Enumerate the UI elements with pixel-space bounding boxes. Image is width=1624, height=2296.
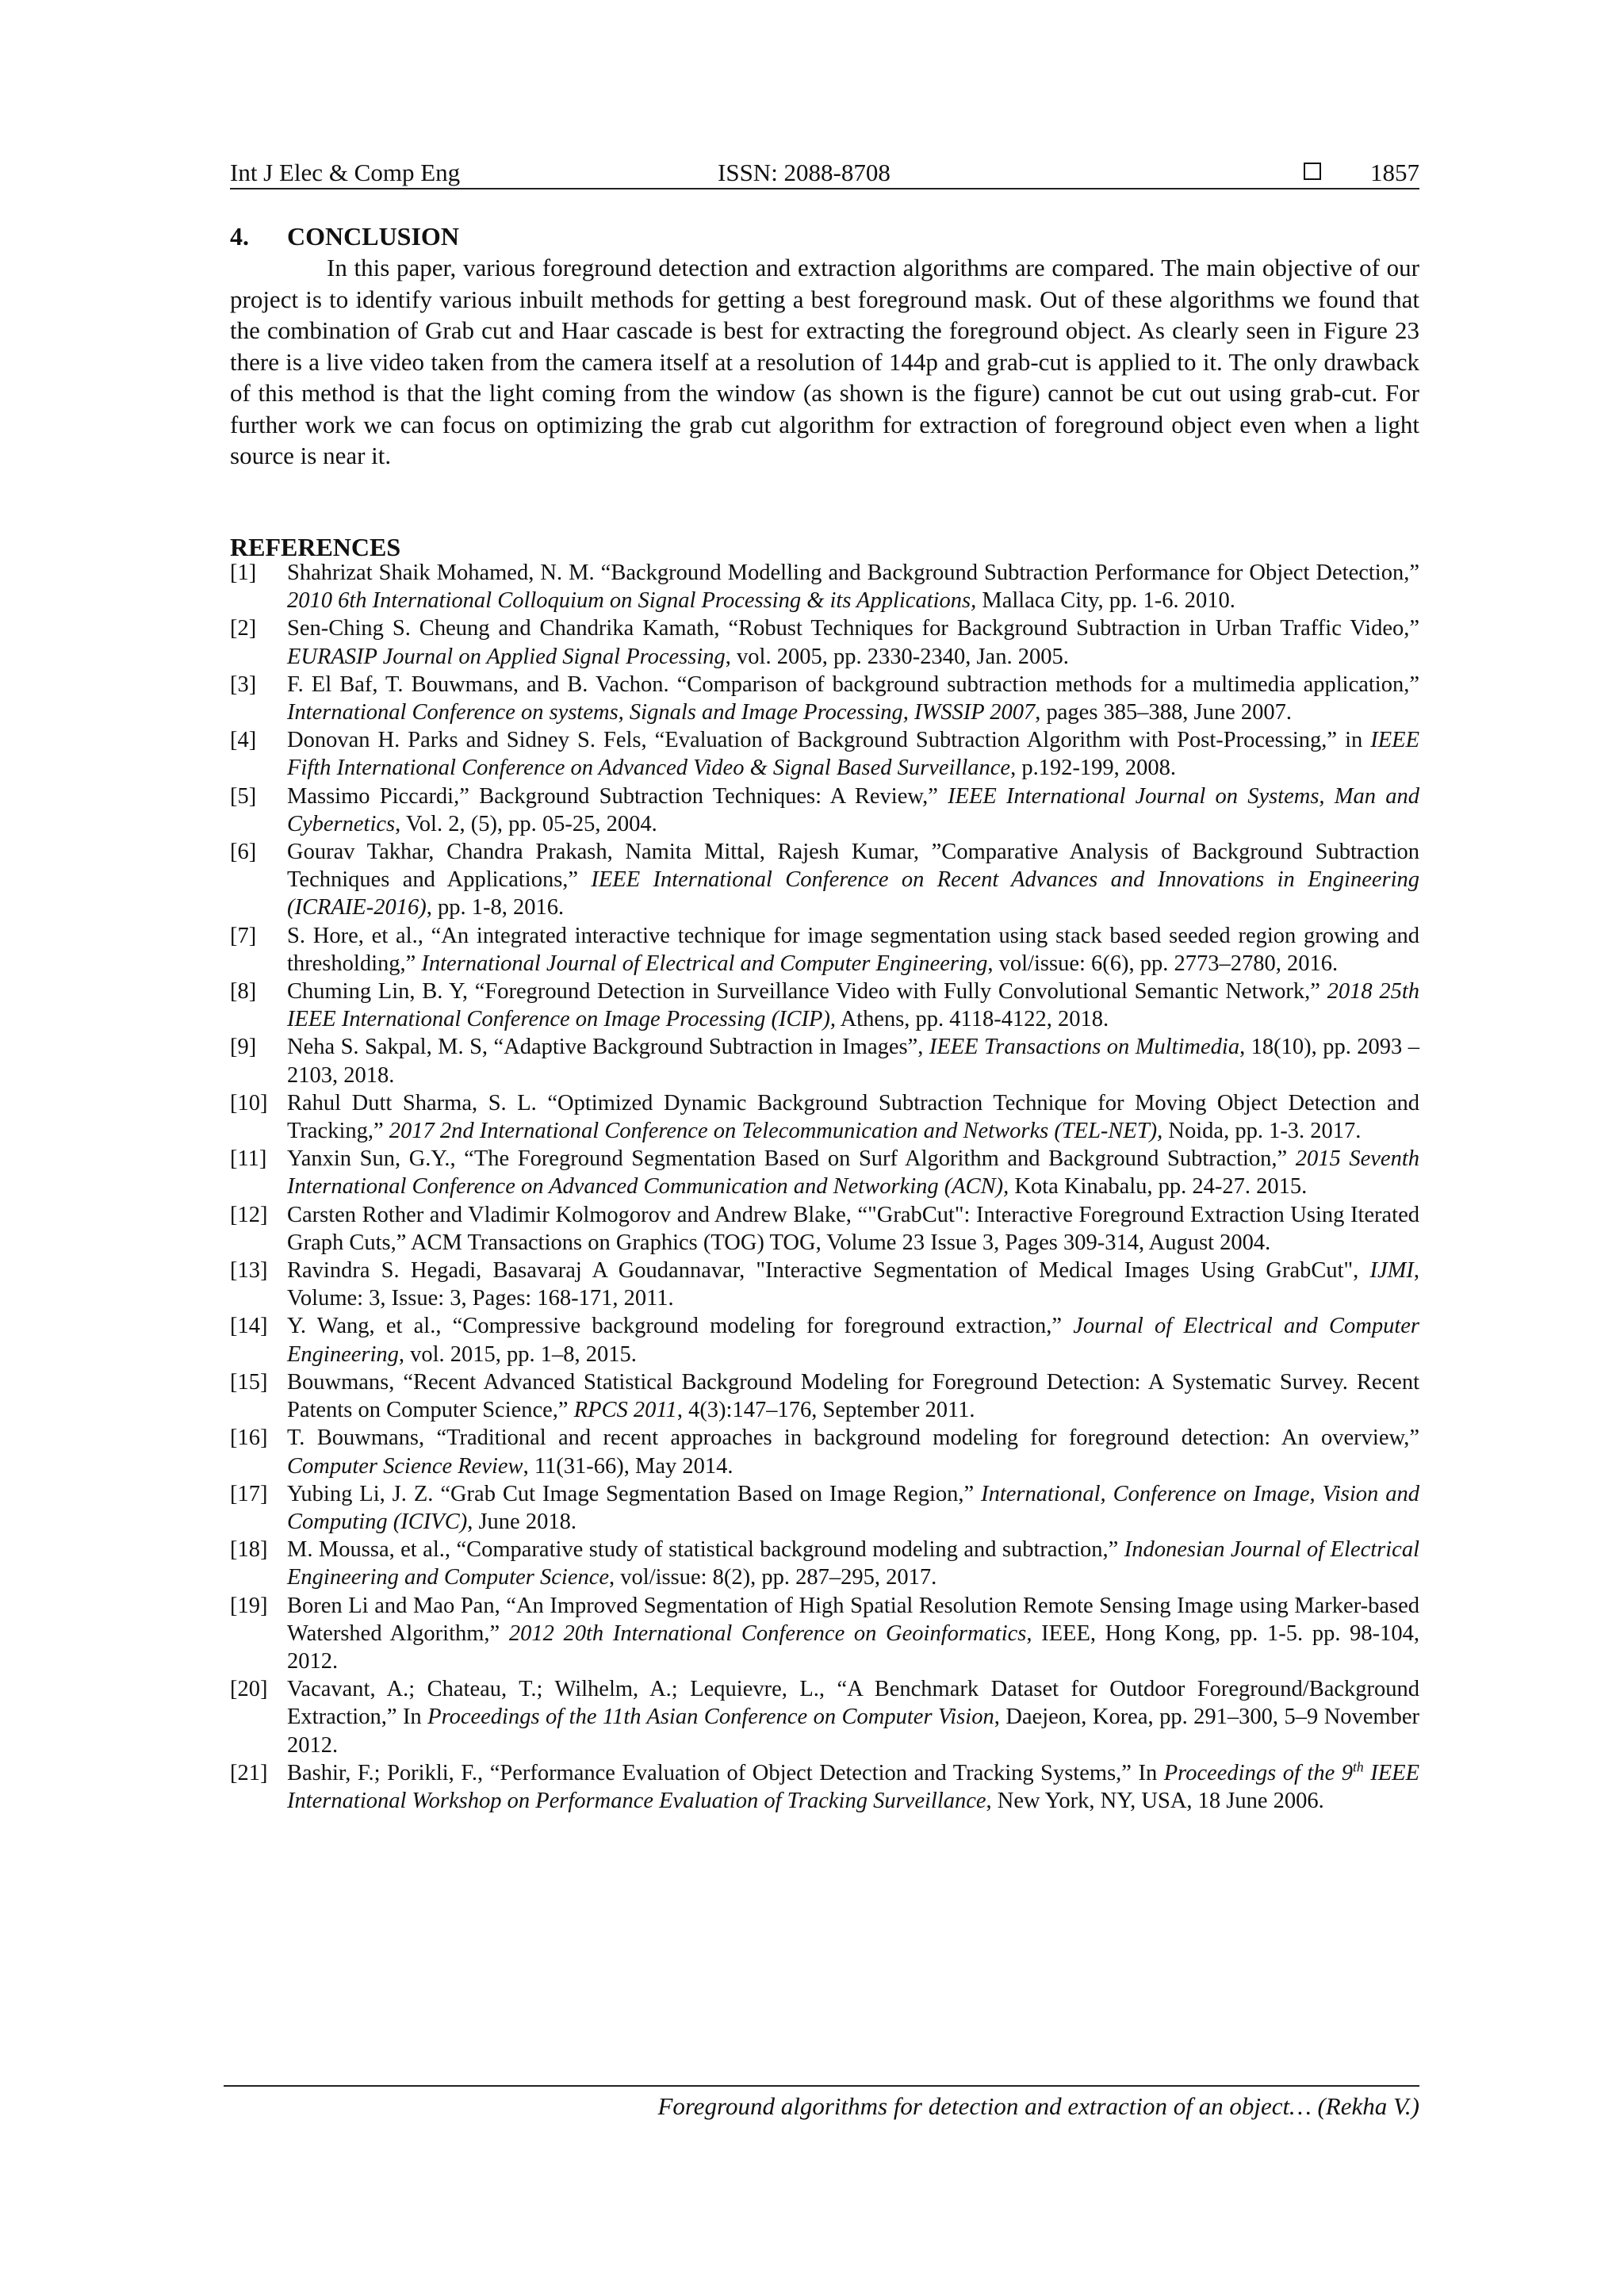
reference-details: , pp. 1-8, 2016.	[426, 895, 565, 920]
reference-number: [6]	[230, 840, 257, 865]
page-header	[230, 157, 1419, 189]
reference-venue-text: 2018 25th IEEE International Conference on Image Processing (ICIP),	[287, 979, 1419, 1032]
reference-item	[230, 1424, 1419, 1479]
reference-number: [2]	[230, 616, 257, 641]
reference-number: [11]	[230, 1146, 267, 1172]
reference-text: Shahrizat Shaik Mohamed, N. M. “Background Modelling and Background Subtraction Performance for Object Detection,”	[287, 561, 1419, 585]
reference-text: Ravindra S. Hegadi, Basavaraj A Goudannavar, "Interactive Segmentation of Medical Images Using GrabCut",	[287, 1258, 1370, 1284]
reference-text: F. El Baf, T. Bouwmans, and B. Vachon. “Comparison of background subtraction methods for a multimedia application,”	[287, 672, 1419, 697]
reference-item	[230, 838, 1419, 922]
reference-item	[230, 1592, 1419, 1676]
reference-details: Athens, pp. 4118-4122, 2018.	[836, 1007, 1109, 1032]
reference-item	[230, 1201, 1419, 1257]
reference-venue	[421, 951, 987, 976]
reference-venue	[929, 1035, 1239, 1059]
reference-item	[230, 1312, 1419, 1368]
reference-venue-text: 2012 20th International Conference on Geoinformatics	[508, 1621, 1027, 1646]
footer-rule	[224, 2085, 1419, 2087]
reference-venue-text: 2015 Seventh International Conference on Advanced Communication and Networking (ACN),	[287, 1146, 1419, 1200]
reference-venue-text: EURASIP Journal on Applied Signal Processing	[287, 644, 726, 669]
reference-item	[230, 783, 1419, 838]
reference-venue	[427, 1705, 994, 1729]
reference-item	[230, 1675, 1419, 1759]
reference-item	[230, 1480, 1419, 1536]
reference-number: [10]	[230, 1090, 268, 1115]
reference-text: Bashir, F.; Porikli, F., “Performance Evaluation of Object Detection and Tracking Systems,” In	[287, 1760, 1164, 1785]
reference-venue-text: IEEE Fifth International Conference on Advanced Video & Signal Based Surveillance	[287, 728, 1419, 781]
reference-number: [17]	[230, 1481, 268, 1506]
reference-item	[230, 922, 1419, 978]
reference-number: [1]	[230, 561, 257, 585]
reference-item	[230, 1033, 1419, 1089]
reference-venue-text: Journal of Electrical and Computer Engineering	[287, 1314, 1419, 1367]
square-bullet-icon	[1304, 163, 1321, 180]
reference-text: S. Hore, et al., “An integrated interactive technique for image segmentation using stack based seeded region growing and thresholding,”	[287, 923, 1419, 976]
reference-venue-tail: IEEE International Workshop on Performance Evaluation of Tracking Surveillance	[287, 1760, 1420, 1813]
reference-venue-text: 2017 2nd International Conference on Telecommunication and Networks (TEL-NET),	[389, 1119, 1163, 1144]
reference-venue-text: 2010 6th International Colloquium on Signal Processing & its Applications,	[287, 588, 977, 614]
reference-details: , vol. 2005, pp. 2330-2340, Jan. 2005.	[725, 644, 1069, 669]
reference-number: [15]	[230, 1369, 268, 1395]
reference-number: [18]	[230, 1537, 268, 1563]
reference-venue-text: Proceedings of the 11th Asian Conference on Computer Vision	[427, 1705, 994, 1730]
reference-details: , Daejeon, Korea, pp. 291–300, 5–9 November 2012.	[287, 1705, 1419, 1758]
reference-number: [7]	[230, 923, 257, 948]
reference-details: , IEEE, Hong Kong, pp. 1-5. pp. 98-104, 2012.	[287, 1621, 1419, 1674]
reference-item	[230, 559, 1419, 614]
reference-text: Neha S. Sakpal, M. S, “Adaptive Background Subtraction in Images”,	[287, 1035, 929, 1060]
reference-text: Boren Li and Mao Pan, “An Improved Segmentation of High Spatial Resolution Remote Sensing Image using Marker-based Watershed Algorithm,”	[287, 1593, 1419, 1646]
reference-details: , Volume: 3, Issue: 3, Pages: 168-171, 2011.	[287, 1258, 1419, 1311]
reference-text: Vacavant, A.; Chateau, T.; Wilhelm, A.; Lequievre, L., “A Benchmark Dataset for Outdoor Foreground/Background Extraction,” In	[287, 1677, 1419, 1730]
reference-item	[230, 1145, 1419, 1200]
reference-item	[230, 1759, 1419, 1815]
reference-text: Donovan H. Parks and Sidney S. Fels, “Evaluation of Background Subtraction Algorithm with Post-Processing,” in	[287, 728, 1371, 753]
reference-venue	[574, 1398, 677, 1422]
reference-number: [21]	[230, 1760, 268, 1785]
reference-venue-text: International, Conference on Image, Vision and Computing (ICIVC)	[287, 1481, 1419, 1534]
header-rule	[230, 188, 1419, 189]
reference-text: Y. Wang, et al., “Compressive background modeling for foreground extraction,”	[287, 1314, 1074, 1339]
reference-number: [3]	[230, 672, 257, 697]
reference-details: , 18(10), pp. 2093 – 2103, 2018.	[287, 1035, 1420, 1088]
reference-number: [20]	[230, 1677, 268, 1702]
reference-item	[230, 671, 1419, 726]
reference-venue	[287, 700, 1035, 725]
reference-text: Yanxin Sun, G.Y., “The Foreground Segmentation Based on Surf Algorithm and Background Subtraction,”	[287, 1146, 1296, 1172]
references-heading: REFERENCES	[230, 533, 401, 561]
reference-number: [4]	[230, 728, 257, 753]
reference-details: , June 2018.	[467, 1509, 576, 1534]
reference-number: [9]	[230, 1035, 257, 1060]
reference-venue-text: Proceedings of the 9	[1163, 1760, 1354, 1785]
reference-text: Massimo Piccardi,” Background Subtraction Techniques: A Review,”	[287, 783, 948, 809]
reference-item	[230, 1536, 1419, 1591]
journal-name: Int J Elec & Comp Eng	[230, 159, 461, 186]
reference-number: [19]	[230, 1593, 268, 1618]
page-number: 1857	[1370, 159, 1419, 186]
reference-venue-text: Indonesian Journal of Electrical Engineering and Computer Science	[287, 1537, 1419, 1590]
running-title: Foreground algorithms for detection and extraction of an object… (Rekha V.)	[657, 2092, 1419, 2120]
reference-text: Sen-Ching S. Cheung and Chandrika Kamath, “Robust Techniques for Background Subtraction in Urban Traffic Video,”	[287, 616, 1419, 641]
reference-text: Gourav Takhar, Chandra Prakash, Namita Mittal, Rajesh Kumar, ”Comparative Analysis of Background Subtraction Techniques and Applications,”	[287, 840, 1419, 893]
reference-venue-text: IEEE Transactions on Multimedia	[929, 1035, 1240, 1060]
reference-details: Noida, pp. 1-3. 2017.	[1162, 1119, 1362, 1144]
reference-venue-text: IEEE International Conference on Recent Advances and Innovations in Engineering (ICRAIE-2016)	[287, 867, 1420, 920]
reference-details: , vol. 2015, pp. 1–8, 2015.	[398, 1341, 637, 1367]
reference-text: Rahul Dutt Sharma, S. L. “Optimized Dynamic Background Subtraction Technique for Moving Object Detection and Tracking,”	[287, 1090, 1419, 1144]
reference-number: [8]	[230, 979, 257, 1004]
reference-details: Kota Kinabalu, pp. 24-27. 2015.	[1009, 1174, 1308, 1200]
reference-text: Chuming Lin, B. Y, “Foreground Detection in Surveillance Video with Fully Convolutional Semantic Network,”	[287, 979, 1327, 1004]
reference-venue	[287, 645, 726, 669]
reference-details: , 11(31-66), May 2014.	[523, 1453, 733, 1479]
reference-item	[230, 1368, 1419, 1424]
reference-venue-text: International Journal of Electrical and Computer Engineering	[421, 951, 988, 976]
reference-details: , pages 385–388, June 2007.	[1035, 700, 1293, 725]
reference-venue	[287, 1454, 523, 1479]
reference-item	[230, 1089, 1419, 1145]
reference-details: , 4(3):147–176, September 2011.	[676, 1398, 975, 1423]
reference-details: , vol/issue: 8(2), pp. 287–295, 2017.	[609, 1565, 937, 1590]
reference-venue	[287, 588, 976, 613]
reference-details: , vol/issue: 6(6), pp. 2773–2780, 2016.	[987, 951, 1339, 976]
reference-text: M. Moussa, et al., “Comparative study of statistical background modeling and subtraction,”	[287, 1537, 1124, 1563]
reference-venue-text: Computer Science Review	[287, 1453, 523, 1479]
reference-text: Bouwmans, “Recent Advanced Statistical Background Modeling for Foreground Detection: A Systematic Survey. Recent Patents on Computer Science,”	[287, 1369, 1419, 1423]
reference-item	[230, 726, 1419, 782]
reference-number: [16]	[230, 1425, 268, 1451]
reference-list	[230, 559, 1419, 1815]
reference-text: Yubing Li, J. Z. “Grab Cut Image Segmentation Based on Image Region,”	[287, 1481, 982, 1506]
reference-venue-text: RPCS 2011	[573, 1398, 677, 1423]
conclusion-heading	[230, 220, 459, 252]
reference-number: [12]	[230, 1202, 268, 1227]
reference-number: [13]	[230, 1258, 268, 1284]
section-title: CONCLUSION	[287, 222, 459, 251]
reference-item	[230, 1257, 1419, 1312]
reference-details: , Vol. 2, (5), pp. 05-25, 2004.	[395, 811, 657, 836]
reference-number: [14]	[230, 1314, 268, 1339]
reference-details: , p.192-199, 2008.	[1010, 756, 1177, 781]
reference-item	[230, 614, 1419, 670]
section-number: 4.	[230, 222, 249, 251]
reference-details: , New York, NY, USA, 18 June 2006.	[986, 1788, 1324, 1813]
reference-item	[230, 978, 1419, 1033]
reference-venue-text: IEEE International Journal on Systems, Man and Cybernetics	[287, 783, 1419, 836]
reference-venue-superscript: th	[1353, 1758, 1364, 1775]
reference-number: [5]	[230, 783, 257, 809]
reference-details: Mallaca City, pp. 1-6. 2010.	[976, 588, 1235, 614]
reference-venue-text: IJMI	[1369, 1258, 1414, 1284]
reference-venue	[509, 1621, 1027, 1646]
reference-venue	[1370, 1258, 1414, 1283]
issn: ISSN: 2088-8708	[718, 159, 891, 186]
reference-venue	[389, 1119, 1163, 1143]
conclusion-paragraph: In this paper, various foreground detection and extraction algorithms are compared. The main objective of our project is to identify various inbuilt methods for getting a best foreground mask. Out of these algorithms we found that the combination of Grab cut and Haar cascade is best for extracting the foreground object. As clearly seen in Figure 23 there is a live video taken from the camera itself at a resolution of 144p and grab-cut is applied to it. The only drawback of this method is that the light coming from the window (as shown is the figure) cannot be cut out using grab-cut. For further work we can focus on optimizing the grab cut algorithm for extraction of foreground object even when a light source is near it.	[230, 254, 1419, 469]
reference-text: Carsten Rother and Vladimir Kolmogorov and Andrew Blake, “"GrabCut": Interactive Foreground Extraction Using Iterated Graph Cuts,” ACM Transactions on Graphics (TOG) TOG, Volume 23 Issue 3, Pages 309-314, August 2004.	[287, 1202, 1419, 1255]
reference-venue-text: International Conference on systems, Signals and Image Processing, IWSSIP 2007	[287, 700, 1036, 725]
reference-text: T. Bouwmans, “Traditional and recent approaches in background modeling for foreground detection: An overview,”	[287, 1425, 1419, 1451]
